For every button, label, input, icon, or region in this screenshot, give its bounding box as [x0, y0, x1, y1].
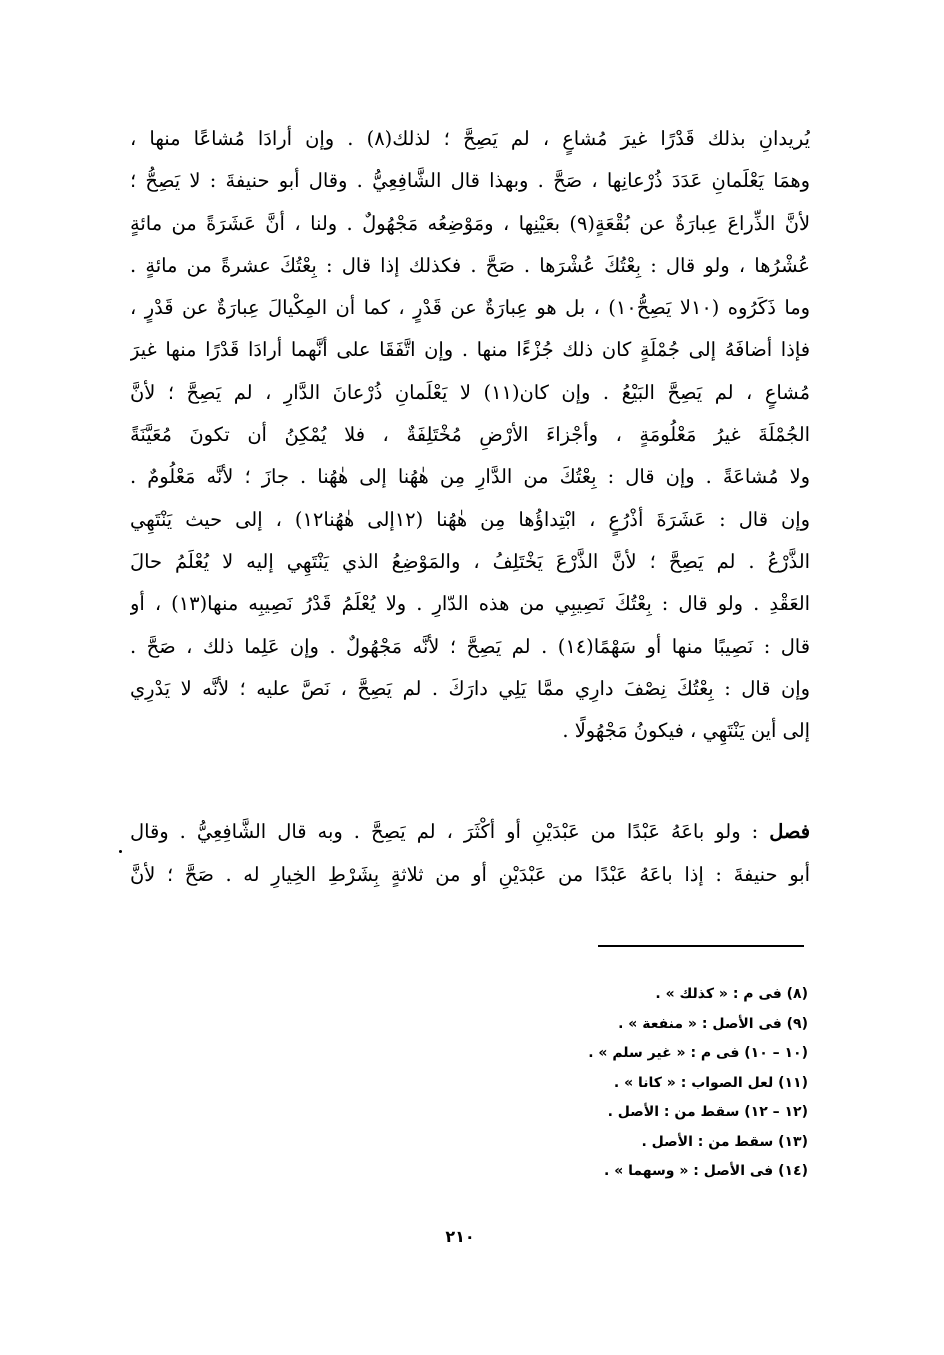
text-line: مُشاعٍ ، لم يَصِحَّ البَيْعُ . وإن كان(١١) لا يَعْلَمانِ ذُرْعانَ الدَّارِ ، لم يَصِحَّ ؛ لأنَّ: [130, 380, 810, 404]
footnote: (٩) فى الأصل : « منفعة » .: [618, 1015, 808, 1032]
footnote: (١٠ – ١٠) فى م : « غير سلم » .: [588, 1045, 808, 1061]
text-line: فإذا أضافَهُ إلى جُمْلَةٍ كان ذلك جُزْءًا منها . وإن اتَّفَقَا على أنَّهما أرادَا قَدْرًا منها غيرَ: [130, 338, 810, 362]
footnote: (١٢ – ١٢) سقط من : الأصل .: [607, 1104, 808, 1120]
section-line-text: : ولو باعَهُ عَبْدًا من عَبْدَيْنِ أو أكْثَرَ ، لم يَصِحَّ . وبه قال الشَّافِعِيُّ . وقال: [130, 820, 759, 843]
footnote: (١٣) سقط من : الأصل .: [641, 1133, 808, 1150]
text-line: يُريدانِ بذلك قَدْرًا غيرَ مُشاعٍ ، لم يَصِحَّ ؛ لذلك(٨) . وإن أرادَا مُشاعًا منها ،: [130, 127, 810, 150]
text-line: عُشْرُها ، ولو قال : بِعْتُكَ عُشْرَها . صَحَّ . فكذلك إذا قال : بِعْتُكَ عشرةً من مائةٍ .: [130, 253, 810, 277]
text-line: ولا مُشاعَةً . وإن قال : بِعْتُكَ من الدَّارِ مِن هٰهُنا إلى هٰهُنا . جازَ ؛ لأنَّه مَعْلُومٌ .: [130, 465, 810, 489]
text-line: الذَّرْعُ . لم يَصِحَّ ؛ لأنَّ الذَّرْعَ يَخْتَلِفُ ، والمَوْضِعُ الذي يَنْتَهِي إليه لا يُعْلَمُ حالَ: [130, 549, 810, 573]
text-line: الجُمْلَةَ غيرُ مَعْلُومَةٍ ، وأجْزاءَ الأرْضِ مُخْتَلِفَةٌ ، فلا يُمْكِنُ أن تكونَ مُعَيَّنَةً: [130, 423, 810, 447]
text-line: قال : نَصِيبًا منها أو سَهْمًا(١٤) . لم يَصِحَّ ؛ لأنَّه مَجْهُولٌ . وإن عَلِما ذلك ، صَحَّ .: [130, 634, 810, 658]
footnote-separator: [598, 945, 804, 947]
section-paragraph: [130, 810, 810, 896]
text-line: وهمَا يَعْلَمانِ عَدَدَ ذُرْعانِها ، صَحَّ . وبهذا قال الشَّافِعِيُّ . وقال أبو حنيفةَ : لا يَصِحُّ ؛: [130, 169, 810, 193]
footnotes: [500, 980, 808, 1187]
main-paragraph: [130, 118, 810, 752]
footnote: (١٤) فى الأصل : « وسهما » .: [604, 1163, 808, 1179]
text-line: وإن قال : عَشَرَةَ أذْرُعٍ ، ابْتِداؤُها مِن هٰهُنا (١٢إلى هٰهُنا١٢) ، إلى حيث يَنْتَهِي: [130, 507, 810, 531]
section-heading: فصل: [769, 820, 810, 843]
footnote: (٨) فى م : « كذلك » .: [655, 986, 808, 1002]
section-first-line: [130, 810, 810, 853]
footnote: (١١) لعل الصواب : « كانا » .: [613, 1074, 808, 1091]
text-line: إلى أين يَنْتَهِي ، فيكونُ مَجْهُولًا .: [562, 719, 810, 743]
print-speck: [119, 850, 122, 853]
text-line: العَقْدِ . ولو قال : بِعْتُكَ نَصِيبِي من هذه الدّارِ . ولا يُعْلَمُ قَدْرُ نَصِيبِه منها(١٣) ، أو: [130, 592, 810, 616]
page-number: ٢١٠: [445, 1227, 475, 1246]
section-line: أبو حنيفةَ : إذا باعَهُ عَبْدًا من عَبْدَيْنِ أو من ثلاثةٍ بِشَرْطِ الخِيارِ له . صَحَّ ؛ لأنَّ: [130, 863, 810, 886]
text-line: وإن قال : بِعْتُكَ نِصْفَ دارِي ممَّا يَلِي دارَكَ . لم يَصِحَّ ، نَصَّ عليه ؛ لأنَّه لا يَدْرِي: [130, 676, 810, 700]
text-line: وما ذَكَرُوه (١٠لا يَصِحُّ١٠) ، بل هو عِبارَةٌ عن قَدْرٍ ، كما أن المِكْيالَ عِبارَةٌ عن قَدْرٍ ،: [130, 296, 810, 320]
text-line: لأنَّ الذِّراعَ عِبارَةٌ عن بُقْعَةٍ(٩) بعَيْنِها ، ومَوْضِعُه مَجْهُولٌ . ولنا ، أنَّ عَشَرَةً من مائةٍ: [130, 211, 810, 235]
